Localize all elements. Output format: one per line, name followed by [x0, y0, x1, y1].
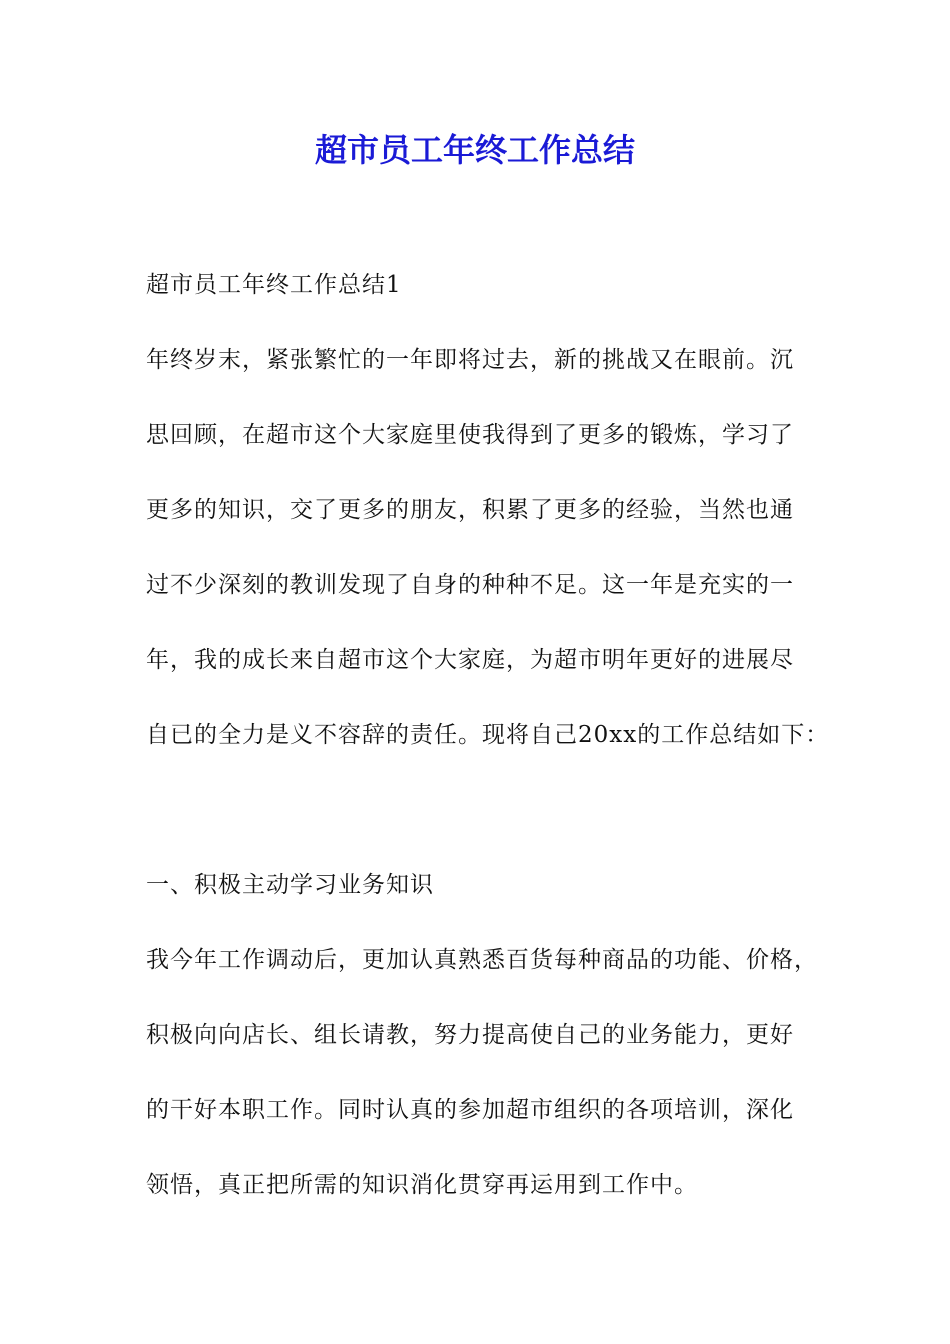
- section-line: 我今年工作调动后，更加认真熟悉百货每种商品的功能、价格，: [146, 947, 818, 973]
- intro-line: 过不少深刻的教训发现了自身的种种不足。这一年是充实的一: [146, 572, 794, 598]
- section-line: 积极向向店长、组长请教，努力提高使自己的业务能力，更好: [146, 1022, 794, 1048]
- section-line: 领悟，真正把所需的知识消化贯穿再运用到工作中。: [146, 1172, 698, 1198]
- intro-line: 年终岁末，紧张繁忙的一年即将过去，新的挑战又在眼前。沉: [146, 347, 794, 373]
- intro-line: 思回顾，在超市这个大家庭里使我得到了更多的锻炼，学习了: [146, 422, 794, 448]
- section-heading: 一、积极主动学习业务知识: [146, 872, 434, 898]
- document-title: 超市员工年终工作总结: [314, 131, 635, 169]
- intro-line: 年，我的成长来自超市这个大家庭，为超市明年更好的进展尽: [146, 647, 794, 673]
- intro-line: 自已的全力是义不容辞的责任。现将自己20xx的工作总结如下：: [146, 722, 830, 748]
- subtitle: 超市员工年终工作总结1: [146, 272, 402, 298]
- section-line: 的干好本职工作。同时认真的参加超市组织的各项培训，深化: [146, 1097, 794, 1123]
- intro-line: 更多的知识，交了更多的朋友，积累了更多的经验，当然也通: [146, 497, 794, 523]
